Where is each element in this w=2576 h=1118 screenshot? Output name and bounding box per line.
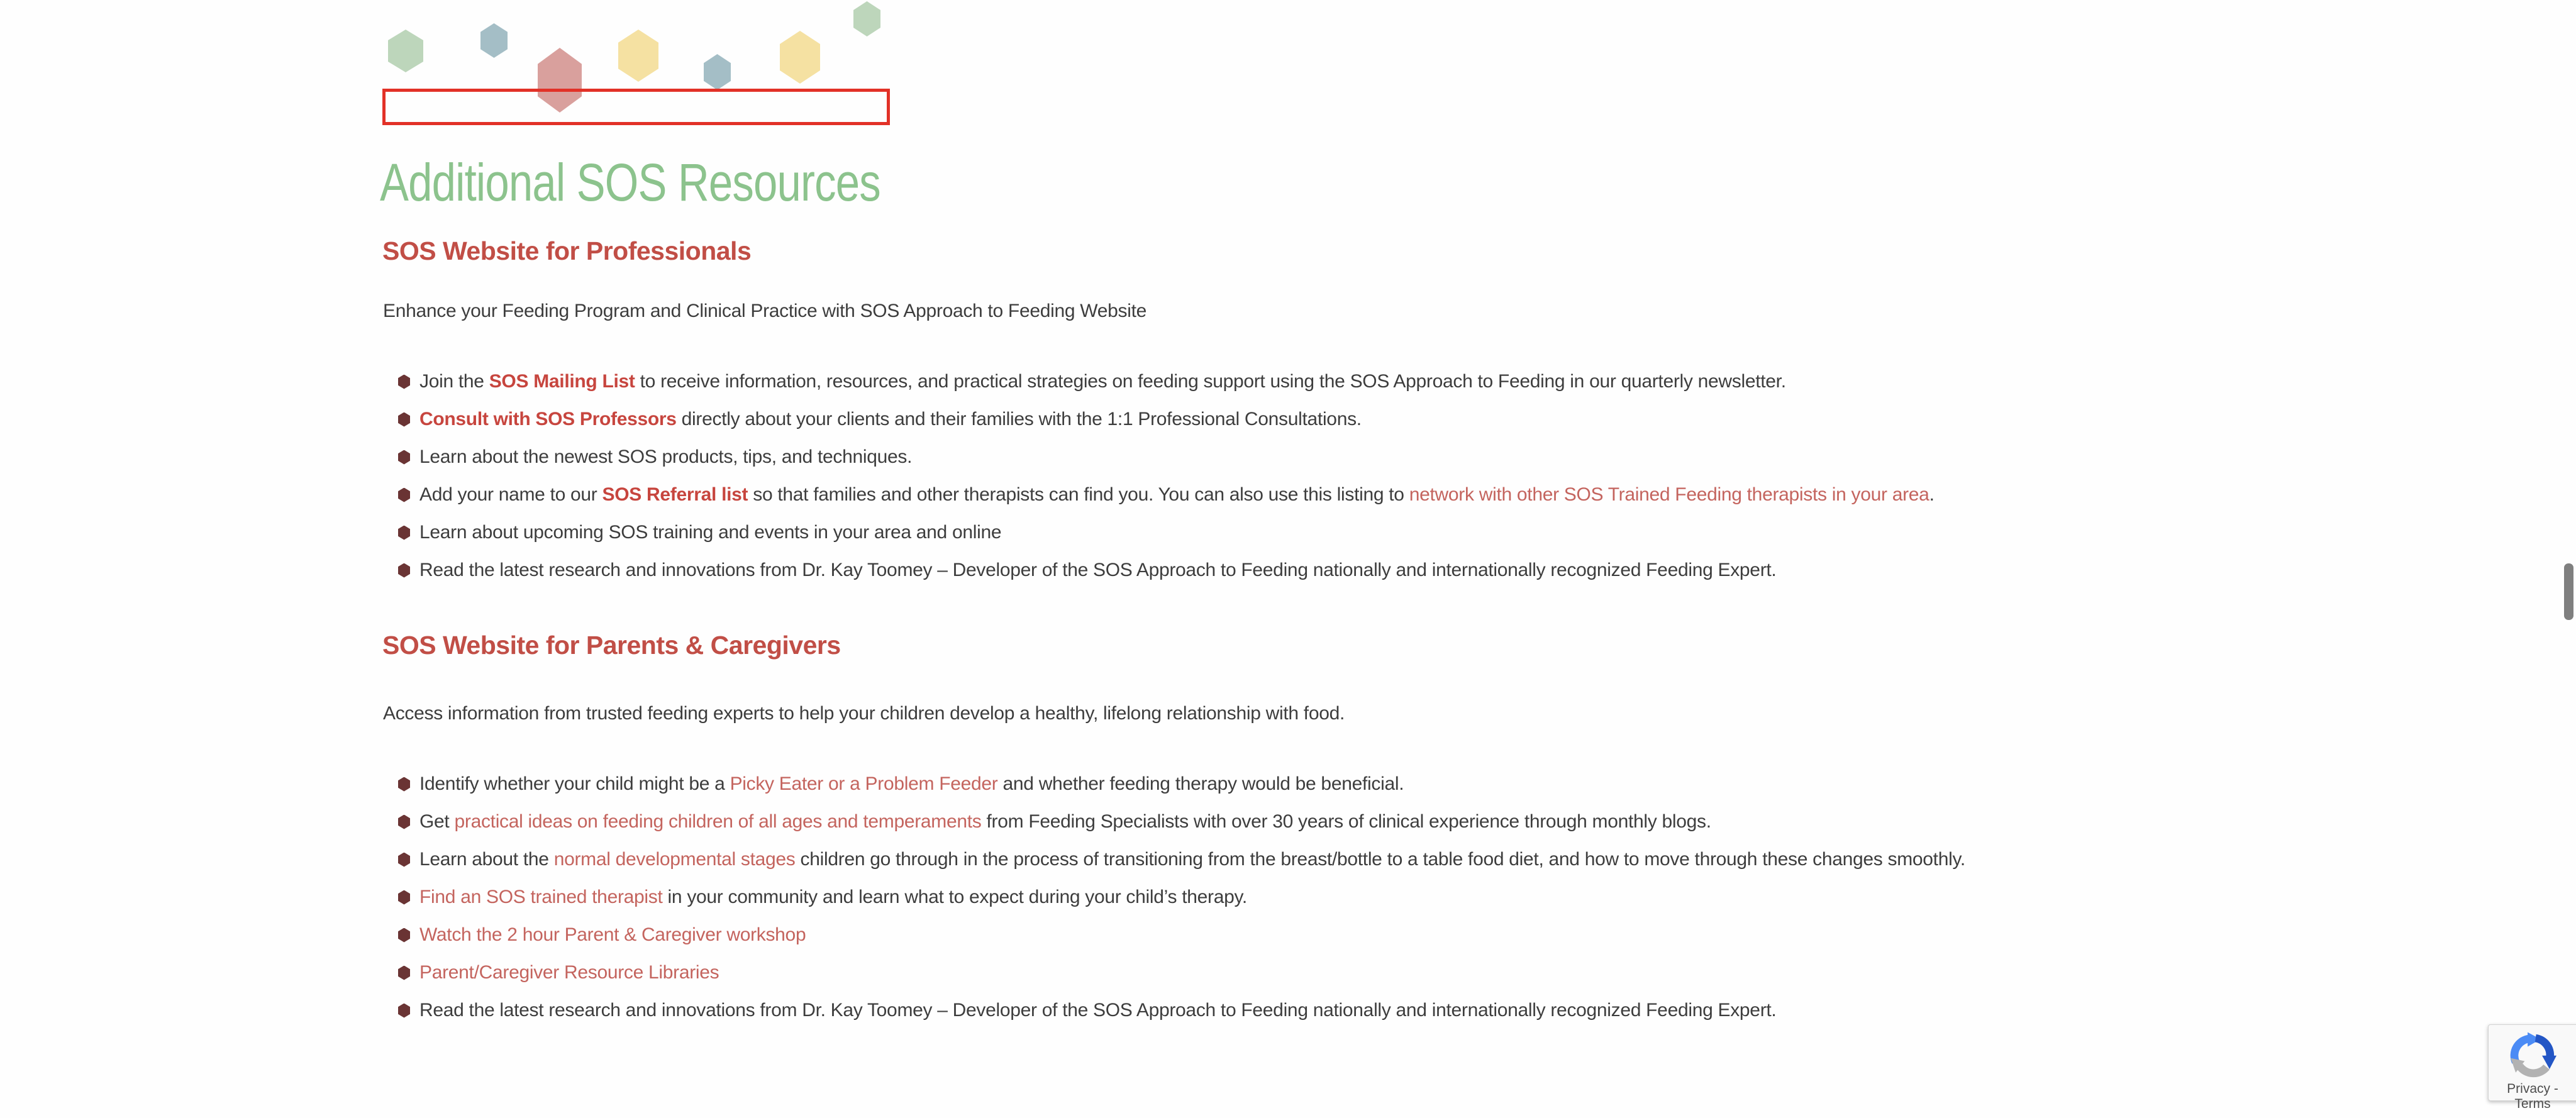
hexagon-bullet-icon xyxy=(398,853,410,867)
text-segment: Read the latest research and innovations from Dr. Kay Toomey – Developer of the SOS Approach to Feeding nationally and internationally recognized Feeding Expert. xyxy=(419,1000,1777,1021)
list-item xyxy=(398,992,1965,1029)
recaptcha-badge[interactable] xyxy=(2488,1024,2576,1111)
list-item xyxy=(398,765,1965,803)
list-item-text xyxy=(419,560,1776,581)
hexagon-decoration xyxy=(704,54,731,90)
section-heading-parents: SOS Website for Parents & Caregivers xyxy=(382,631,841,660)
section-intro-professionals: Enhance your Feeding Program and Clinical Practice with SOS Approach to Feeding Website xyxy=(383,301,1147,321)
list-item-text xyxy=(419,924,806,946)
hexagon-decoration xyxy=(618,30,658,82)
list-item xyxy=(398,514,1935,551)
text-segment: from Feeding Specialists with over 30 years of clinical experience through monthly blogs. xyxy=(981,811,1711,832)
inline-link[interactable]: Find an SOS trained therapist xyxy=(419,887,663,907)
inline-link[interactable]: SOS Referral list xyxy=(602,484,748,505)
list-item xyxy=(398,954,1965,992)
hexagon-decoration xyxy=(780,31,820,84)
list-item-text xyxy=(419,446,912,468)
bullet-list-professionals xyxy=(398,363,1935,589)
list-item-text xyxy=(419,962,719,983)
list-item-text xyxy=(419,1000,1776,1021)
inline-link[interactable]: Watch the 2 hour Parent & Caregiver workshop xyxy=(419,924,806,945)
hexagon-bullet-icon xyxy=(398,1004,410,1018)
hexagon-decoration xyxy=(853,1,880,36)
text-segment: children go through in the process of transitioning from the breast/bottle to a table food diet, and how to move through these changes smoothly. xyxy=(795,849,1965,870)
list-item-text xyxy=(419,522,1001,543)
list-item xyxy=(398,803,1965,841)
hexagon-bullet-icon xyxy=(398,563,410,578)
inline-link[interactable]: network with other SOS Trained Feeding therapists in your area xyxy=(1409,484,1929,505)
section-heading-professionals: SOS Website for Professionals xyxy=(382,236,752,265)
text-segment: Add your name to our xyxy=(419,484,602,505)
text-segment: so that families and other therapists can find you. You can also use this listing to xyxy=(748,484,1409,505)
list-item-text xyxy=(419,484,1935,506)
list-item-text xyxy=(419,371,1786,392)
list-item xyxy=(398,841,1965,878)
text-segment: Get xyxy=(419,811,455,832)
list-item xyxy=(398,476,1935,514)
hexagon-decoration xyxy=(388,30,423,72)
section-intro-parents: Access information from trusted feeding experts to help your children develop a healthy, lifelong relationship with food. xyxy=(383,703,1345,724)
hexagon-bullet-icon xyxy=(398,526,410,540)
hexagon-bullet-icon xyxy=(398,815,410,829)
list-item xyxy=(398,878,1965,916)
text-segment: Learn about the newest SOS products, tips, and techniques. xyxy=(419,446,913,467)
text-segment: Identify whether your child might be a xyxy=(419,773,730,794)
text-segment: Join the xyxy=(419,371,489,392)
text-segment: Learn about upcoming SOS training and events in your area and online xyxy=(419,522,1002,543)
list-item-text xyxy=(419,811,1711,833)
highlight-box xyxy=(382,89,890,125)
list-item-text xyxy=(419,773,1404,795)
recaptcha-logo-icon xyxy=(2509,1031,2557,1079)
text-segment: to receive information, resources, and practical strategies on feeding support using the SOS Approach to Feeding in our quarterly newsletter. xyxy=(635,371,1786,392)
page-title: Additional SOS Resources xyxy=(380,153,880,212)
list-item xyxy=(398,401,1935,438)
hexagon-bullet-icon xyxy=(398,777,410,792)
inline-link[interactable]: practical ideas on feeding children of all ages and temperaments xyxy=(454,811,982,832)
inline-link[interactable]: normal developmental stages xyxy=(553,849,796,870)
recaptcha-privacy-terms[interactable]: Privacy - Terms xyxy=(2507,1082,2558,1111)
hexagon-decoration xyxy=(480,23,508,58)
list-item xyxy=(398,363,1935,401)
list-item xyxy=(398,438,1935,476)
inline-link[interactable]: Parent/Caregiver Resource Libraries xyxy=(419,962,719,983)
text-segment: in your community and learn what to expect during your child’s therapy. xyxy=(662,887,1247,907)
hexagon-bullet-icon xyxy=(398,928,410,943)
vertical-scrollbar-thumb[interactable] xyxy=(2564,563,2573,620)
inline-link[interactable]: Consult with SOS Professors xyxy=(419,409,677,429)
text-segment: . xyxy=(1929,484,1935,505)
hexagon-bullet-icon xyxy=(398,450,410,465)
text-segment: directly about your clients and their families with the 1:1 Professional Consultations. xyxy=(676,409,1362,429)
hexagon-bullet-icon xyxy=(398,412,410,427)
inline-link[interactable]: Picky Eater or a Problem Feeder xyxy=(730,773,998,794)
text-segment: Learn about the xyxy=(419,849,554,870)
hexagon-bullet-icon xyxy=(398,375,410,389)
list-item-text xyxy=(419,849,1965,870)
list-item-text xyxy=(419,409,1362,430)
list-item xyxy=(398,551,1935,589)
list-item xyxy=(398,916,1965,954)
hexagon-bullet-icon xyxy=(398,890,410,905)
list-item-text xyxy=(419,887,1247,908)
hexagon-bullet-icon xyxy=(398,966,410,980)
bullet-list-parents xyxy=(398,765,1965,1029)
text-segment: and whether feeding therapy would be beneficial. xyxy=(997,773,1404,794)
inline-link[interactable]: SOS Mailing List xyxy=(489,371,635,392)
text-segment: Read the latest research and innovations from Dr. Kay Toomey – Developer of the SOS Approach to Feeding nationally and internationally recognized Feeding Expert. xyxy=(419,560,1777,580)
hexagon-bullet-icon xyxy=(398,488,410,502)
